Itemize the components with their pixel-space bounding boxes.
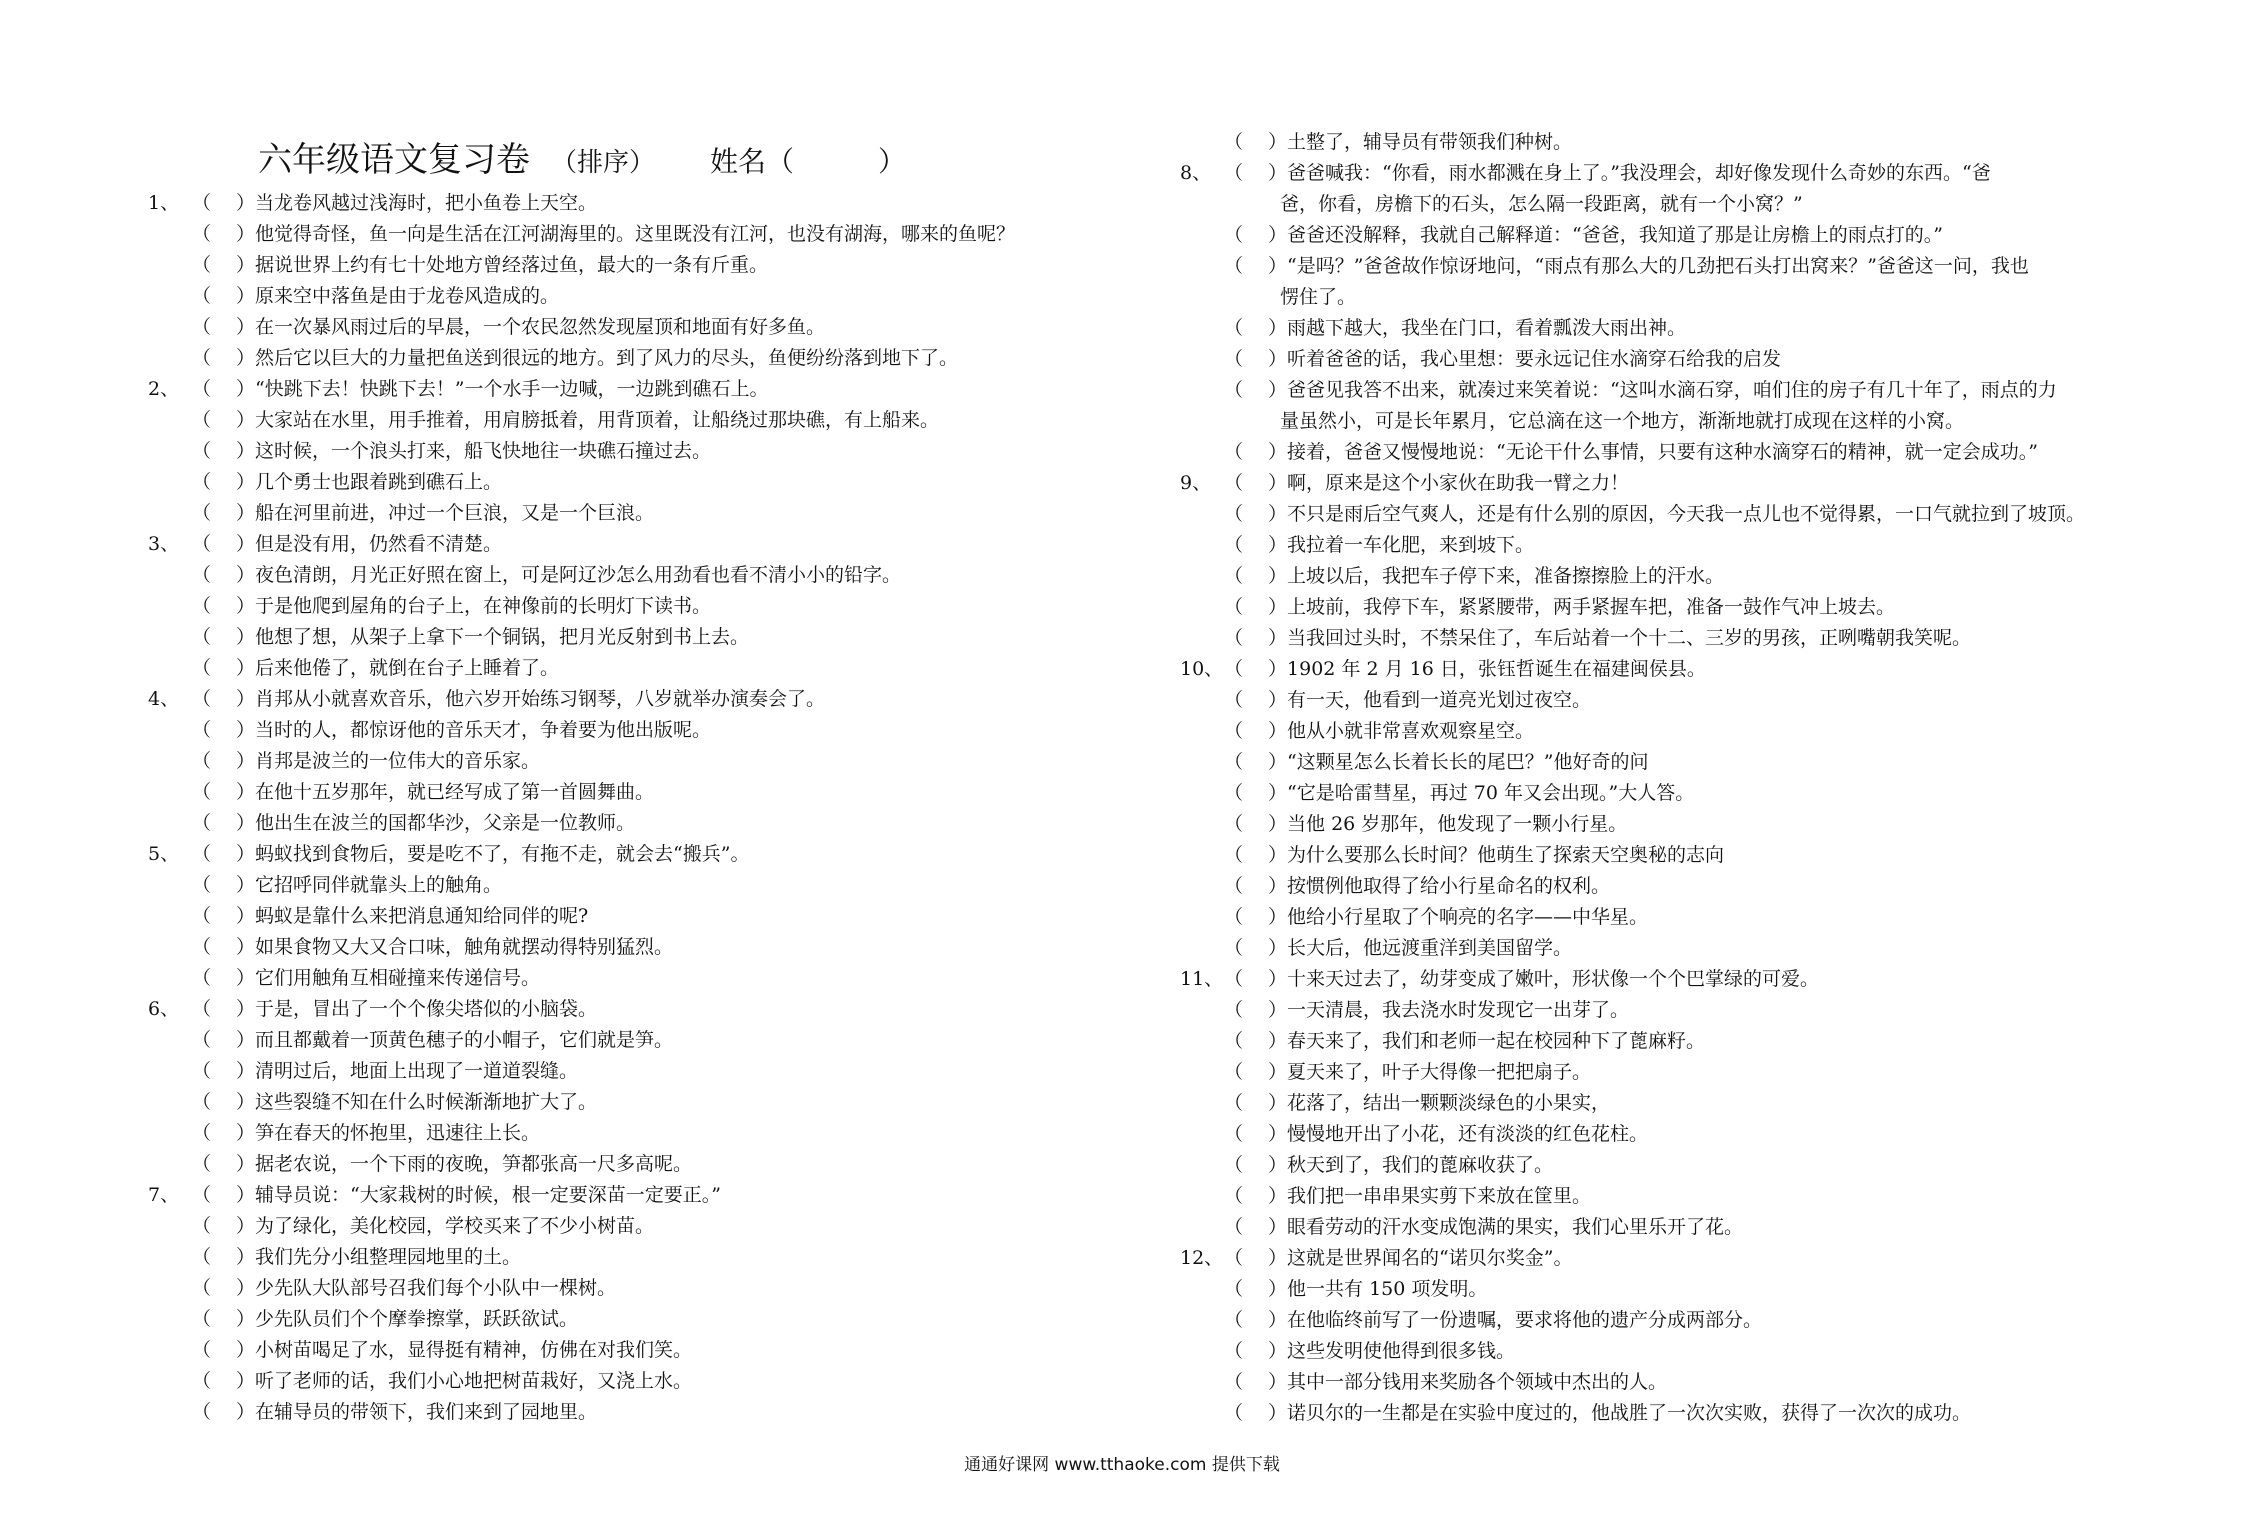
answer-blank[interactable]: （ ）: [1224, 503, 1288, 525]
item-text: 土整了，辅导员有带领我们种树。: [1287, 131, 1573, 153]
question-item: [148, 374, 1078, 405]
question-item: [148, 250, 1078, 281]
question-item: [1180, 933, 2120, 964]
answer-blank[interactable]: （ ）: [192, 874, 256, 896]
question-item: [148, 746, 1078, 777]
item-text: 这就是世界闻名的“诺贝尔奖金”。: [1287, 1247, 1573, 1269]
answer-blank[interactable]: （ ）: [192, 378, 256, 400]
question-item: [148, 281, 1078, 312]
answer-blank[interactable]: （ ）: [192, 843, 256, 865]
item-text: 为什么要那么长时间？他萌生了探索天空奥秘的志向: [1287, 844, 1725, 866]
answer-blank[interactable]: （ ）: [192, 812, 256, 834]
item-text: 蚂蚁找到食物后，要是吃不了，有拖不走，就会去“搬兵”。: [255, 843, 750, 865]
question-item: [148, 1304, 1078, 1335]
question-item: [148, 1087, 1078, 1118]
item-text: 上坡以后，我把车子停下来，准备擦擦脸上的汗水。: [1287, 565, 1725, 587]
group-number: 3、: [148, 533, 180, 555]
item-text: 笋在春天的怀抱里，迅速往上长。: [255, 1122, 541, 1144]
group-number: 1、: [148, 192, 180, 214]
answer-blank[interactable]: （ ）: [192, 781, 256, 803]
answer-blank[interactable]: （ ）: [1224, 1278, 1288, 1300]
item-text: “快跳下去！快跳下去！”一个水手一边喊，一边跳到礁石上。: [255, 378, 769, 400]
answer-blank[interactable]: （ ）: [1224, 720, 1288, 742]
question-item: [148, 808, 1078, 839]
question-item: [148, 715, 1078, 746]
item-text: 据说世界上约有七十处地方曾经落过鱼，最大的一条有斤重。: [255, 254, 769, 276]
answer-blank[interactable]: （ ）: [192, 409, 256, 431]
answer-blank[interactable]: （ ）: [1224, 1371, 1288, 1393]
item-text: 当他 26 岁那年，他发现了一颗小行星。: [1287, 813, 1628, 835]
question-item: [1180, 251, 2120, 282]
answer-blank[interactable]: （ ）: [192, 254, 256, 276]
item-text: 我们先分小组整理园地里的土。: [255, 1246, 522, 1268]
item-text: 爸爸见我答不出来，就凑过来笑着说：“这叫水滴石穿，咱们住的房子有几十年了，雨点的力: [1287, 379, 2057, 401]
answer-blank[interactable]: （ ）: [1224, 844, 1288, 866]
item-text: 雨越下越大，我坐在门口，看着瓢泼大雨出神。: [1287, 317, 1687, 339]
answer-blank[interactable]: （ ）: [1224, 1061, 1288, 1083]
item-text: 十来天过去了，幼芽变成了嫩叶，形状像一个个巴掌绿的可爱。: [1287, 968, 1820, 990]
question-item: [1180, 468, 2120, 499]
answer-blank[interactable]: （ ）: [192, 440, 256, 462]
title-sub: （排序）: [564, 148, 643, 178]
item-text: 花落了，结出一颗颗淡绿色的小果实，: [1287, 1092, 1611, 1114]
answer-blank[interactable]: （ ）: [1224, 379, 1288, 401]
answer-blank[interactable]: （ ）: [192, 502, 256, 524]
item-text: 而且都戴着一顶黄色穗子的小帽子，它们就是笋。: [255, 1029, 674, 1051]
answer-blank[interactable]: （ ）: [1224, 441, 1288, 463]
question-item: [1180, 1305, 2120, 1336]
answer-blank[interactable]: （ ）: [1224, 1309, 1288, 1331]
item-text: 在辅导员的带领下，我们来到了园地里。: [255, 1401, 598, 1423]
question-item: [148, 653, 1078, 684]
question-item: [1180, 1026, 2120, 1057]
question-item: [1180, 1243, 2120, 1274]
item-text: 但是没有用，仍然看不清楚。: [255, 533, 503, 555]
answer-blank[interactable]: （ ）: [192, 1060, 256, 1082]
answer-blank[interactable]: （ ）: [192, 595, 256, 617]
title-main: 六年级语文复习卷: [258, 140, 530, 180]
answer-blank[interactable]: （ ）: [1224, 906, 1288, 928]
question-item: [148, 684, 1078, 715]
question-item: [1180, 499, 2120, 530]
footer: 通通好课网 www.tthaoke.com 提供下载: [964, 1455, 1280, 1475]
answer-blank[interactable]: （ ）: [192, 1308, 256, 1330]
item-text: 为了绿化，美化校园，学校买来了不少小树苗。: [255, 1215, 655, 1237]
answer-blank[interactable]: （ ）: [192, 533, 256, 555]
answer-blank[interactable]: （ ）: [1224, 968, 1288, 990]
item-text: 按惯例他取得了给小行星命名的权利。: [1287, 875, 1611, 897]
item-text: 夏天来了，叶子大得像一把把扇子。: [1287, 1061, 1592, 1083]
answer-blank[interactable]: （ ）: [192, 688, 256, 710]
item-text: 原来空中落鱼是由于龙卷风造成的。: [255, 285, 560, 307]
item-text: 它招呼同伴就靠头上的触角。: [255, 874, 503, 896]
item-text: 它们用触角互相碰撞来传递信号。: [255, 967, 541, 989]
item-text: 一天清晨，我去浇水时发现它一出芽了。: [1287, 999, 1630, 1021]
question-item: [148, 1149, 1078, 1180]
question-item: [148, 591, 1078, 622]
question-item: [148, 963, 1078, 994]
question-item: [1180, 1336, 2120, 1367]
question-item: [148, 405, 1078, 436]
question-item: [148, 1397, 1078, 1428]
item-text: 于是，冒出了一个个像尖塔似的小脑袋。: [255, 998, 598, 1020]
item-text: 他从小就非常喜欢观察星空。: [1287, 720, 1535, 742]
item-text: 爸爸喊我：“你看，雨水都溅在身上了。”我没理会，却好像发现什么奇妙的东西。“爸: [1287, 162, 1991, 184]
answer-blank[interactable]: （ ）: [1224, 596, 1288, 618]
question-item: [1180, 1119, 2120, 1150]
answer-blank[interactable]: （ ）: [1224, 1247, 1288, 1269]
page-title: [258, 132, 906, 181]
question-item: [1180, 127, 2120, 158]
question-item: [1180, 1367, 2120, 1398]
item-text: 这些裂缝不知在什么时候渐渐地扩大了。: [255, 1091, 598, 1113]
question-item: [1180, 1212, 2120, 1243]
left-column: [148, 188, 1078, 1428]
answer-blank[interactable]: （ ）: [1224, 999, 1288, 1021]
question-item: [148, 436, 1078, 467]
group-number: 11、: [1180, 968, 1224, 990]
question-item: [148, 1025, 1078, 1056]
question-item: [1180, 1150, 2120, 1181]
question-item: [148, 1366, 1078, 1397]
item-text: 当龙卷风越过浅海时，把小鱼卷上天空。: [255, 192, 598, 214]
answer-blank[interactable]: （ ）: [1224, 1123, 1288, 1145]
question-item: [148, 932, 1078, 963]
item-text: “是吗？”爸爸故作惊讶地问，“雨点有那么大的几劲把石头打出窝来？”爸爸这一问，我也: [1287, 255, 2029, 277]
item-text: 不只是雨后空气爽人，还是有什么别的原因，今天我一点儿也不觉得累，一口气就拉到了坡顶。: [1287, 503, 2086, 525]
item-text: 船在河里前进，冲过一个巨浪，又是一个巨浪。: [255, 502, 655, 524]
answer-blank[interactable]: （ ）: [1224, 565, 1288, 587]
group-number: 2、: [148, 378, 180, 400]
item-text: 上坡前，我停下车，紧紧腰带，两手紧握车把，准备一鼓作气冲上坡去。: [1287, 596, 1896, 618]
question-item: [148, 1211, 1078, 1242]
item-text: 在一次暴风雨过后的早晨，一个农民忽然发现屋顶和地面有好多鱼。: [255, 316, 826, 338]
group-number: 12、: [1180, 1247, 1224, 1269]
answer-blank[interactable]: （ ）: [192, 1339, 256, 1361]
answer-blank[interactable]: （ ）: [1224, 224, 1288, 246]
answer-blank[interactable]: （ ）: [1224, 689, 1288, 711]
item-text: 清明过后，地面上出现了一道道裂缝。: [255, 1060, 579, 1082]
answer-blank[interactable]: （ ）: [192, 1122, 256, 1144]
item-text: “它是哈雷彗星，再过 70 年又会出现。”大人答。: [1287, 782, 1695, 804]
item-text: 少先队大队部号召我们每个小队中一棵树。: [255, 1277, 617, 1299]
question-item: [148, 529, 1078, 560]
question-item: [1180, 995, 2120, 1026]
group-number: 7、: [148, 1184, 180, 1206]
answer-blank[interactable]: （ ）: [192, 564, 256, 586]
answer-blank[interactable]: （ ）: [1224, 782, 1288, 804]
item-text: 他觉得奇怪，鱼一向是生活在江河湖海里的。这里既没有江河，也没有湖海，哪来的鱼呢？: [255, 223, 1016, 245]
question-item: [1180, 716, 2120, 747]
item-text: “这颗星怎么长着长长的尾巴？”他好奇的问: [1287, 751, 1649, 773]
question-item: [148, 901, 1078, 932]
question-item: [1180, 747, 2120, 778]
answer-blank[interactable]: （ ）: [192, 750, 256, 772]
answer-blank[interactable]: （ ）: [192, 1153, 256, 1175]
item-text: 这时候，一个浪头打来，船飞快地往一块礁石撞过去。: [255, 440, 712, 462]
question-item: [148, 467, 1078, 498]
question-item: [1180, 871, 2120, 902]
question-item: [1180, 375, 2120, 406]
item-text: 在他临终前写了一份遗嘱，要求将他的遗产分成两部分。: [1287, 1309, 1763, 1331]
item-text: 我们把一串串果实剪下来放在筐里。: [1287, 1185, 1592, 1207]
answer-blank[interactable]: （ ）: [1224, 875, 1288, 897]
question-item: [1180, 964, 2120, 995]
question-item: [1180, 778, 2120, 809]
item-text: 他想了想，从架子上拿下一个铜锅，把月光反射到书上去。: [255, 626, 750, 648]
answer-blank[interactable]: （ ）: [1224, 1216, 1288, 1238]
item-text: 当我回过头时，不禁呆住了，车后站着一个十二、三岁的男孩，正咧嘴朝我笑呢。: [1287, 627, 1972, 649]
answer-blank[interactable]: （ ）: [1224, 348, 1288, 370]
answer-blank[interactable]: （ ）: [1224, 1185, 1288, 1207]
answer-blank[interactable]: （ ）: [1224, 813, 1288, 835]
question-item: [148, 343, 1078, 374]
item-text: 在他十五岁那年，就已经写成了第一首圆舞曲。: [255, 781, 655, 803]
right-column: [1180, 127, 2120, 1429]
answer-blank[interactable]: （ ）: [1224, 658, 1288, 680]
question-item: [1180, 840, 2120, 871]
item-text: 秋天到了，我们的蓖麻收获了。: [1287, 1154, 1554, 1176]
item-text: 然后它以巨大的力量把鱼送到很远的地方。到了风力的尽头，鱼便纷纷落到地下了。: [255, 347, 959, 369]
group-number: 5、: [148, 843, 180, 865]
group-number: 6、: [148, 998, 180, 1020]
question-item: [148, 560, 1078, 591]
question-item: [148, 1335, 1078, 1366]
question-item: [1180, 623, 2120, 654]
question-item: [1180, 344, 2120, 375]
item-text: 爸爸还没解释，我就自己解释道：“爸爸，我知道了那是让房檐上的雨点打的。”: [1287, 224, 1943, 246]
group-number: 9、: [1180, 472, 1212, 494]
question-item: [148, 188, 1078, 219]
question-item: [1180, 654, 2120, 685]
item-text: 诺贝尔的一生都是在实验中度过的，他战胜了一次次实败，获得了一次次的成功。: [1287, 1402, 1972, 1424]
answer-blank[interactable]: （ ）: [192, 967, 256, 989]
question-item: [148, 839, 1078, 870]
question-item: [148, 1180, 1078, 1211]
question-item: [148, 777, 1078, 808]
item-text-continued: 量虽然小，可是长年累月，它总滴在这一个地方，渐渐地就打成现在这样的小窝。: [1280, 410, 1965, 432]
question-item: [148, 1242, 1078, 1273]
question-item: [1180, 809, 2120, 840]
answer-blank[interactable]: （ ）: [1224, 317, 1288, 339]
question-item: [1180, 1088, 2120, 1119]
item-text: 眼看劳动的汗水变成饱满的果实，我们心里乐开了花。: [1287, 1216, 1744, 1238]
answer-blank[interactable]: （ ）: [192, 998, 256, 1020]
question-item: [1180, 530, 2120, 561]
question-item: [148, 622, 1078, 653]
item-text: 1902 年 2 月 16 日，张钰哲诞生在福建闽侯县。: [1287, 658, 1706, 680]
answer-blank[interactable]: （ ）: [1224, 472, 1288, 494]
group-number: 10、: [1180, 658, 1224, 680]
answer-blank[interactable]: （ ）: [1224, 162, 1288, 184]
question-item: [148, 312, 1078, 343]
question-item: [1180, 1057, 2120, 1088]
question-item: [1180, 220, 2120, 251]
item-text: 他出生在波兰的国都华沙，父亲是一位教师。: [255, 812, 636, 834]
answer-blank[interactable]: （ ）: [192, 1184, 256, 1206]
question-item: [1180, 685, 2120, 716]
item-text: 如果食物又大又合口味，触角就摆动得特别猛烈。: [255, 936, 674, 958]
question-item: [148, 498, 1078, 529]
item-text: 辅导员说：“大家栽树的时候，根一定要深苗一定要正。”: [255, 1184, 721, 1206]
item-text: 听着爸爸的话，我心里想：要永远记住水滴穿石给我的启发: [1287, 348, 1782, 370]
answer-blank[interactable]: （ ）: [192, 223, 256, 245]
item-text: 接着，爸爸又慢慢地说：“无论干什么事情，只要有这种水滴穿石的精神，就一定会成功。”: [1287, 441, 2038, 463]
answer-blank[interactable]: （ ）: [192, 719, 256, 741]
answer-blank[interactable]: （ ）: [192, 1215, 256, 1237]
item-text-continued: 爸，你看，房檐下的石头，怎么隔一段距离，就有一个小窝？”: [1280, 193, 1803, 215]
answer-blank[interactable]: （ ）: [1224, 1154, 1288, 1176]
answer-blank[interactable]: （ ）: [1224, 627, 1288, 649]
answer-blank[interactable]: （ ）: [1224, 1402, 1288, 1424]
question-item: [1180, 437, 2120, 468]
item-text: 慢慢地开出了小花，还有淡淡的红色花柱。: [1287, 1123, 1649, 1145]
question-item: [148, 1056, 1078, 1087]
item-text: 于是他爬到屋角的台子上，在神像前的长明灯下读书。: [255, 595, 712, 617]
item-text: 几个勇士也跟着跳到礁石上。: [255, 471, 503, 493]
item-text: 肖邦是波兰的一位伟大的音乐家。: [255, 750, 541, 772]
item-text: 蚂蚁是靠什么来把消息通知给同伴的呢?: [255, 905, 589, 927]
question-item: [1180, 158, 2120, 189]
answer-blank[interactable]: （ ）: [192, 1370, 256, 1392]
item-text: 春天来了，我们和老师一起在校园种下了蓖麻籽。: [1287, 1030, 1706, 1052]
answer-blank[interactable]: （ ）: [1224, 1030, 1288, 1052]
answer-blank[interactable]: （ ）: [192, 347, 256, 369]
answer-blank[interactable]: （ ）: [192, 1277, 256, 1299]
answer-blank[interactable]: （ ）: [192, 471, 256, 493]
question-item: [148, 219, 1078, 250]
answer-blank[interactable]: （ ）: [192, 905, 256, 927]
item-text: 当时的人，都惊讶他的音乐天才，争着要为他出版呢。: [255, 719, 712, 741]
item-text: 长大后，他远渡重洋到美国留学。: [1287, 937, 1573, 959]
item-text: 啊，原来是这个小家伙在助我一臂之力！: [1287, 472, 1630, 494]
item-text: 这些发明使他得到很多钱。: [1287, 1340, 1516, 1362]
question-item: [1180, 1398, 2120, 1429]
answer-blank[interactable]: （ ）: [192, 657, 256, 679]
item-text: 大家站在水里，用手推着，用肩膀抵着，用背顶着，让船绕过那块礁，有上船来。: [255, 409, 940, 431]
item-text: 少先队员们个个摩拳擦掌，跃跃欲试。: [255, 1308, 579, 1330]
item-text: 后来他倦了，就倒在台子上睡着了。: [255, 657, 560, 679]
question-item: [148, 994, 1078, 1025]
item-text: 据老农说，一个下雨的夜晚，笋都张高一尺多高呢。: [255, 1153, 693, 1175]
answer-blank[interactable]: （ ）: [192, 192, 256, 214]
answer-blank[interactable]: （ ）: [1224, 1092, 1288, 1114]
question-item: [1180, 561, 2120, 592]
item-text: 小树苗喝足了水，显得挺有精神，仿佛在对我们笑。: [255, 1339, 693, 1361]
answer-blank[interactable]: （ ）: [192, 285, 256, 307]
answer-blank[interactable]: （ ）: [192, 316, 256, 338]
name-label: 姓名（ ）: [710, 145, 907, 178]
item-text: 其中一部分钱用来奖励各个领域中杰出的人。: [1287, 1371, 1668, 1393]
question-item: [148, 1118, 1078, 1149]
answer-blank[interactable]: （ ）: [192, 1091, 256, 1113]
item-text: 有一天，他看到一道亮光划过夜空。: [1287, 689, 1592, 711]
item-text: 我拉着一车化肥，来到坡下。: [1287, 534, 1535, 556]
question-item: [1180, 592, 2120, 623]
answer-blank[interactable]: （ ）: [192, 1401, 256, 1423]
answer-blank[interactable]: （ ）: [192, 1246, 256, 1268]
answer-blank[interactable]: （ ）: [192, 936, 256, 958]
question-item: [1180, 902, 2120, 933]
item-text: 他给小行星取了个响亮的名字——中华星。: [1287, 906, 1649, 928]
question-item: [148, 870, 1078, 901]
answer-blank[interactable]: （ ）: [192, 626, 256, 648]
answer-blank[interactable]: （ ）: [1224, 131, 1288, 153]
item-text: 肖邦从小就喜欢音乐，他六岁开始练习钢琴，八岁就举办演奏会了。: [255, 688, 826, 710]
question-item: [1180, 313, 2120, 344]
question-item: [1180, 1274, 2120, 1305]
item-text: 夜色清朗，月光正好照在窗上，可是阿辽沙怎么用劲看也看不清小小的铅字。: [255, 564, 902, 586]
item-text: 他一共有 150 项发明。: [1287, 1278, 1488, 1300]
group-number: 8、: [1180, 162, 1212, 184]
answer-blank[interactable]: （ ）: [1224, 255, 1288, 277]
answer-blank[interactable]: （ ）: [1224, 534, 1288, 556]
answer-blank[interactable]: （ ）: [1224, 937, 1288, 959]
question-item: [148, 1273, 1078, 1304]
answer-blank[interactable]: （ ）: [1224, 751, 1288, 773]
answer-blank[interactable]: （ ）: [192, 1029, 256, 1051]
question-item: [1180, 1181, 2120, 1212]
answer-blank[interactable]: （ ）: [1224, 1340, 1288, 1362]
group-number: 4、: [148, 688, 180, 710]
item-text-continued: 愣住了。: [1280, 286, 1357, 308]
item-text: 听了老师的话，我们小心地把树苗栽好，又浇上水。: [255, 1370, 693, 1392]
